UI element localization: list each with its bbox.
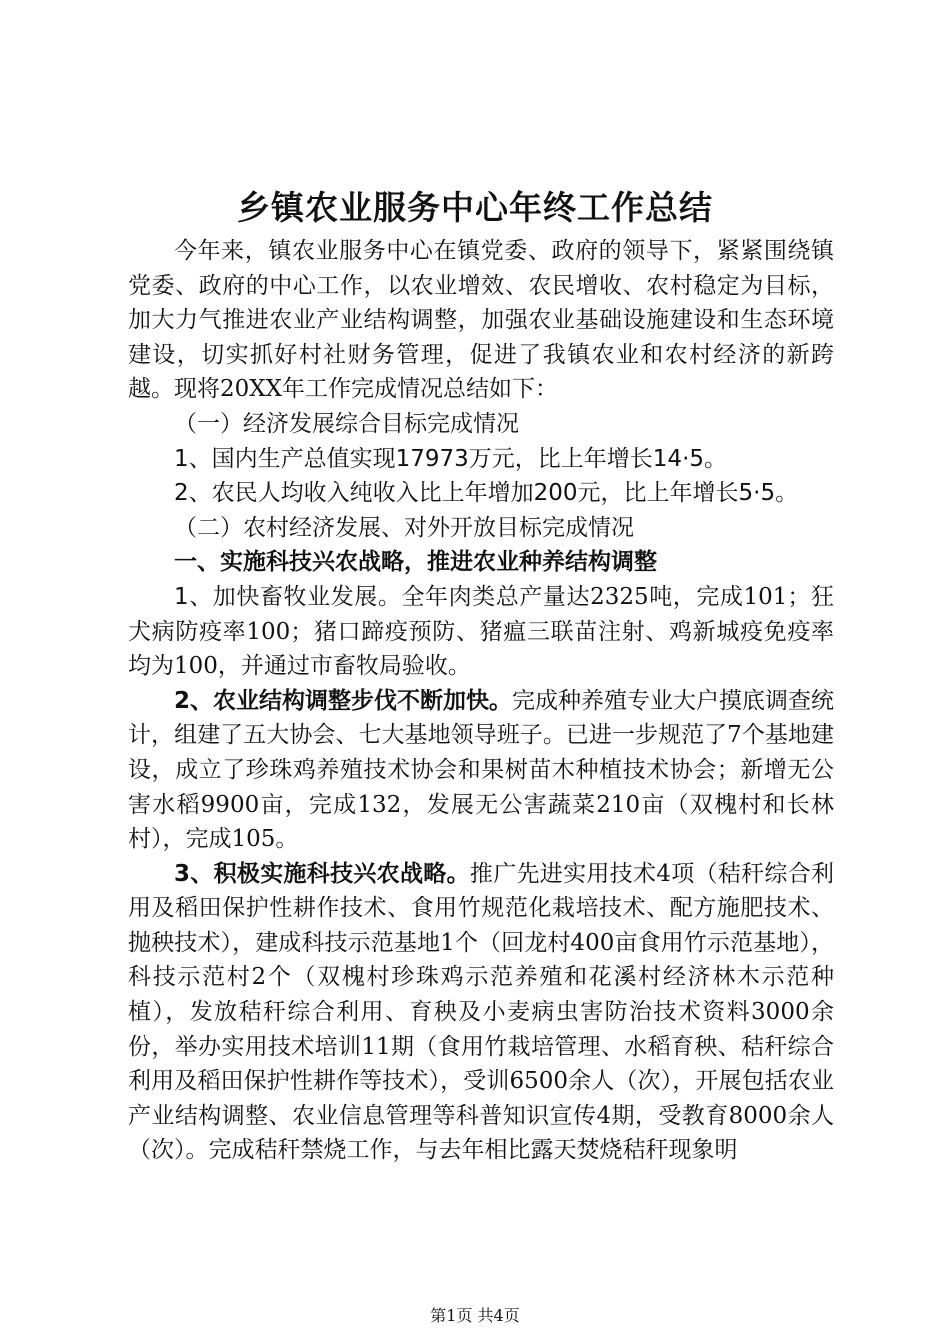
document-body [128,234,834,1168]
list-item-gdp: 1、国内生产总值实现17973万元，比上年增长14·5。 [174,445,728,472]
paragraph-text: 完成种养殖专业大户摸底调查统计，组建了五大协会、七大基地领导班子。已进一步规范了7个基地建设，成立了珍珠鸡养殖技术协会和果树苗木种植技术协会；新增无公害水稻9900亩，完成132，发展无公害蔬菜210亩（双槐村和长林村），完成105。 [128,687,835,853]
subsection-heading-1: 一、实施科技兴农战略，推进农业种养结构调整 [174,549,657,576]
section-heading-1: （一）经济发展综合目标完成情况 [174,410,519,437]
paragraph-livestock [128,580,834,684]
intro-paragraph: 今年来，镇农业服务中心在镇党委、政府的领导下，紧紧围绕镇党委、政府的中心工作，以农业增效、农民增收、农村稳定为目标，加大力气推进农业产业结构调整，加强农业基础设施建设和生态环境建设，切实抓好村社财务管理，促进了我镇农业和农村经济的新跨越。现将20XX年工作完成情况总结如下： [128,238,834,403]
document-title: 乡镇农业服务中心年终工作总结 [237,188,713,227]
paragraph-text: 推广先进实用技术4项（秸秆综合利用及稻田保护性耕作技术、食用竹规范化栽培技术、配方施肥技术、抛秧技术），建成科技示范基地1个（回龙村400亩食用竹示范基地），科技示范村2个（双槐村珍珠鸡示范养殖和花溪村经济林木示范种植），发放秸秆综合利用、育秧及小麦病虫害防治技术资料3000余份，举办实用技术培训11期（食用竹栽培管理、水稻育秧、秸秆综合利用及稻田保护性耕作等技术），受训6500余人（次），开展包括农业产业结构调整、农业信息管理等科普知识宣传4期，受教育8000余人（次）。完成秸秆禁烧工作，与去年相比露天焚烧秸秆现象明 [128,860,834,1164]
paragraph-technology [128,857,834,1168]
paragraph-structure [128,684,834,857]
page-footer: 第1页 共4页 [430,1306,520,1325]
list-item-income: 2、农民人均收入纯收入比上年增加200元，比上年增长5·5。 [174,480,799,507]
paragraph-lead: 1、加快畜牧业发展。 [174,583,402,610]
paragraph-lead: 3、积极实施科技兴农战略。 [174,860,470,887]
section-heading-2: （二）农村经济发展、对外开放目标完成情况 [174,514,634,541]
paragraph-text: 全年肉类总产量达2325吨，完成101；狂犬病防疫率100；猪口蹄疫预防、猪瘟三联苗注射、鸡新城疫免疫率均为100，并通过市畜牧局验收。 [128,583,834,680]
paragraph-lead: 2、农业结构调整步伐不断加快。 [174,687,513,714]
